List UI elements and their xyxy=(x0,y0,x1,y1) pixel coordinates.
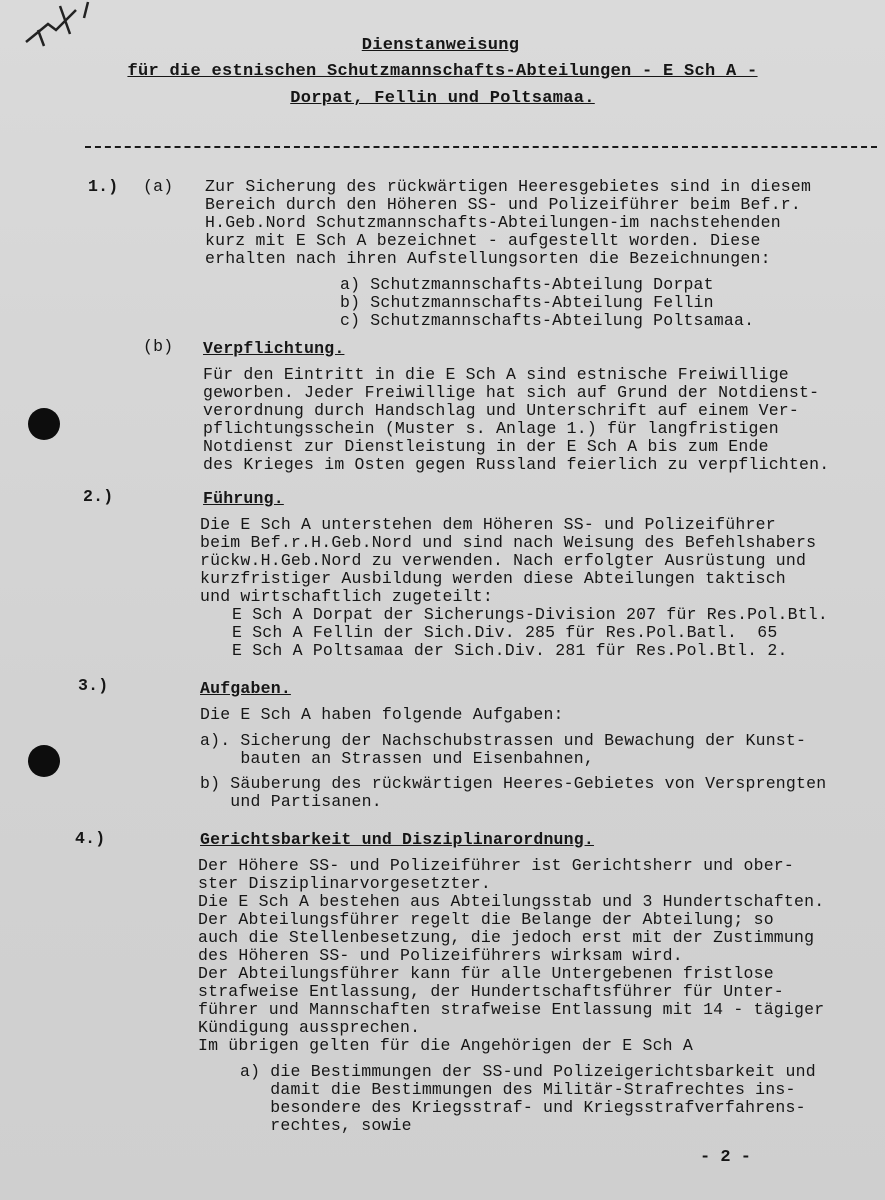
s2-list-item-1: E Sch A Dorpat der Sicherungs-Division 207 für Res.Pol.Btl. xyxy=(232,605,828,624)
s1b-line-3: verordnung durch Handschlag und Unterschrift auf einem Ver- xyxy=(203,401,799,420)
s1a-list-item-3: c) Schutzmannschafts-Abteilung Poltsamaa. xyxy=(340,311,755,330)
s2-line-1: Die E Sch A unterstehen dem Höheren SS- und Polizeiführer xyxy=(200,515,776,534)
section-2-heading: Führung. xyxy=(203,489,284,508)
s3-intro: Die E Sch A haben folgende Aufgaben: xyxy=(200,705,564,724)
s4-line-1: Der Höhere SS- und Polizeiführer ist Gerichtsherr und ober- xyxy=(198,856,794,875)
s2-list-item-2: E Sch A Fellin der Sich.Div. 285 für Res.Pol.Batl. 65 xyxy=(232,623,778,642)
s1b-line-6: des Krieges im Osten gegen Russland feierlich zu verpflichten. xyxy=(203,455,830,474)
s4-sub-line-1: a) die Bestimmungen der SS-und Polizeigerichtsbarkeit und xyxy=(240,1062,816,1081)
s4-line-8: strafweise Entlassung, der Hundertschaftsführer für Unter- xyxy=(198,982,784,1001)
s4-line-11: Im übrigen gelten für die Angehörigen der E Sch A xyxy=(198,1036,693,1055)
s4-line-3: Die E Sch A bestehen aus Abteilungsstab und 3 Hundertschaften. xyxy=(198,892,825,911)
s4-line-6: des Höheren SS- und Polizeiführers wirksam wird. xyxy=(198,946,683,965)
s4-sub-line-3: besondere des Kriegsstraf- und Kriegsstrafverfahrens- xyxy=(240,1098,806,1117)
s4-line-9: führer und Mannschaften strafweise Entlassung mit 14 - tägiger xyxy=(198,1000,825,1019)
s3-item-2-cont: und Partisanen. xyxy=(200,792,382,811)
s4-sub-line-4: rechtes, sowie xyxy=(240,1116,412,1135)
title-line-2: für die estnischen Schutzmannschafts-Abteilungen - E Sch A - xyxy=(127,62,758,81)
s3-item-2: b) Säuberung des rückwärtigen Heeres-Gebietes von Versprengten xyxy=(200,774,827,793)
s1a-line-5: erhalten nach ihren Aufstellungsorten die Bezeichnungen: xyxy=(205,249,771,268)
s3-item-1-cont: bauten an Strassen und Eisenbahnen, xyxy=(200,749,594,768)
page-number: - 2 - xyxy=(700,1148,752,1167)
s1a-line-2: Bereich durch den Höheren SS- und Polizeiführer beim Bef.r. xyxy=(205,195,801,214)
section-1a-label: (a) xyxy=(143,177,174,196)
punch-hole-lower xyxy=(28,745,60,777)
section-1b-label: (b) xyxy=(143,337,174,356)
s2-line-3: rückw.H.Geb.Nord zu verwenden. Nach erfolgter Ausrüstung und xyxy=(200,551,807,570)
section-1-number: 1.) xyxy=(88,177,119,196)
section-4-heading: Gerichtsbarkeit und Disziplinarordnung. xyxy=(200,830,594,849)
s4-line-4: Der Abteilungsführer regelt die Belange der Abteilung; so xyxy=(198,910,774,929)
section-4-number: 4.) xyxy=(75,829,106,848)
s1a-list-item-2: b) Schutzmannschafts-Abteilung Fellin xyxy=(340,293,714,312)
s4-line-5: auch die Stellenbesetzung, die jedoch erst mit der Zustimmung xyxy=(198,928,815,947)
s4-line-10: Kündigung aussprechen. xyxy=(198,1018,421,1037)
s1b-line-5: Notdienst zur Dienstleistung in der E Sch A bis zum Ende xyxy=(203,437,769,456)
s2-line-5: und wirtschaftlich zugeteilt: xyxy=(200,587,493,606)
s2-line-2: beim Bef.r.H.Geb.Nord und sind nach Weisung des Befehlshabers xyxy=(200,533,817,552)
title-line-3: Dorpat, Fellin und Poltsamaa. xyxy=(290,89,595,108)
divider-rule xyxy=(85,146,877,148)
s1b-line-1: Für den Eintritt in die E Sch A sind estnische Freiwillige xyxy=(203,365,789,384)
s1a-list-item-1: a) Schutzmannschafts-Abteilung Dorpat xyxy=(340,275,714,294)
s1a-line-1: Zur Sicherung des rückwärtigen Heeresgebietes sind in diesem xyxy=(205,177,812,196)
s1b-line-4: pflichtungsschein (Muster s. Anlage 1.) für langfristigen xyxy=(203,419,779,438)
section-1b-heading: Verpflichtung. xyxy=(203,339,345,358)
s3-item-1: a). Sicherung der Nachschubstrassen und Bewachung der Kunst- xyxy=(200,731,807,750)
s2-line-4: kurzfristiger Ausbildung werden diese Abteilungen taktisch xyxy=(200,569,786,588)
punch-hole-upper xyxy=(28,408,60,440)
section-2-number: 2.) xyxy=(83,487,114,506)
section-3-number: 3.) xyxy=(78,676,109,695)
section-3-heading: Aufgaben. xyxy=(200,679,291,698)
s4-line-7: Der Abteilungsführer kann für alle Untergebenen fristlose xyxy=(198,964,774,983)
s1a-line-3: H.Geb.Nord Schutzmannschafts-Abteilungen-im nachstehenden xyxy=(205,213,781,232)
s4-sub-line-2: damit die Bestimmungen des Militär-Strafrechtes ins- xyxy=(240,1080,796,1099)
s1b-line-2: geworben. Jeder Freiwillige hat sich auf Grund der Notdienst- xyxy=(203,383,820,402)
s1a-line-4: kurz mit E Sch A bezeichnet - aufgestellt worden. Diese xyxy=(205,231,761,250)
s4-line-2: ster Disziplinarvorgesetzter. xyxy=(198,874,491,893)
s2-list-item-3: E Sch A Poltsamaa der Sich.Div. 281 für Res.Pol.Btl. 2. xyxy=(232,641,788,660)
title-line-1: Dienstanweisung xyxy=(361,36,520,55)
